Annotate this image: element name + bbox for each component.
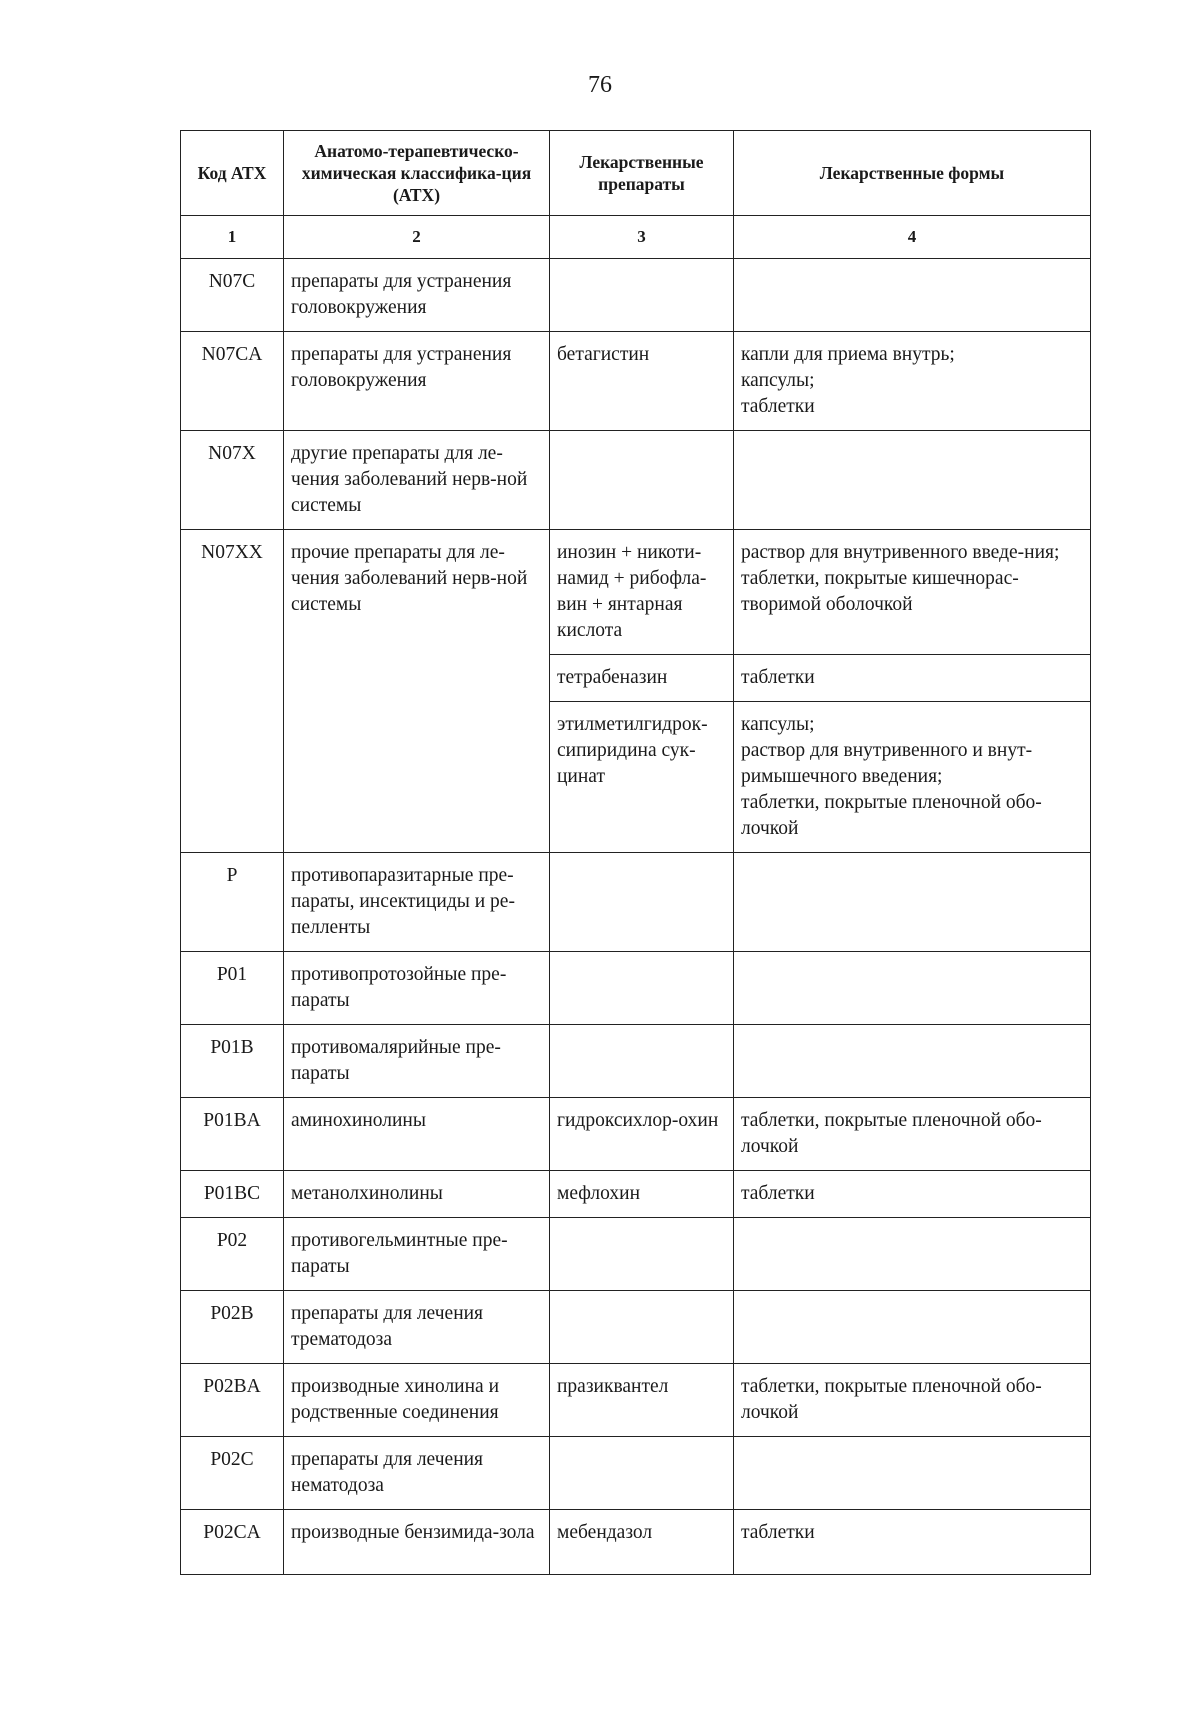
atc-name: прочие препараты для ле-чения заболеваний нерв-ной системы <box>284 530 550 853</box>
dosage-forms: таблетки <box>734 1171 1091 1218</box>
column-number: 2 <box>284 216 550 259</box>
column-number: 4 <box>734 216 1091 259</box>
dosage-forms: раствор для внутривенного введе-ния; таблетки, покрытые кишечнорас-творимой оболочкой <box>734 530 1091 655</box>
table-row <box>181 1364 1091 1437</box>
table-row <box>181 1171 1091 1218</box>
drug-name <box>550 1218 734 1291</box>
drug-name: мефлохин <box>550 1171 734 1218</box>
drug-name: тетрабеназин <box>550 655 734 702</box>
header-row <box>181 131 1091 216</box>
dosage-forms <box>734 431 1091 530</box>
atc-name: противопаразитарные пре-параты, инсектициды и ре-пелленты <box>284 853 550 952</box>
drug-name <box>550 1437 734 1510</box>
drug-name: этилметилгидрок-сипиридина сук-цинат <box>550 702 734 853</box>
atc-name: противогельминтные пре-параты <box>284 1218 550 1291</box>
atc-name: производные хинолина и родственные соединения <box>284 1364 550 1437</box>
atc-code: P01BC <box>181 1171 284 1218</box>
atc-code: P <box>181 853 284 952</box>
atc-code: N07CA <box>181 332 284 431</box>
atc-code: P02 <box>181 1218 284 1291</box>
atc-table <box>180 130 1091 1575</box>
atc-name: препараты для лечения нематодоза <box>284 1437 550 1510</box>
page-number: 76 <box>588 72 612 98</box>
header-forms: Лекарственные формы <box>734 131 1091 216</box>
dosage-forms: капсулы; раствор для внутривенного и внут-римышечного введения; таблетки, покрытые пленочной обо-лочкой <box>734 702 1091 853</box>
table-row <box>181 1291 1091 1364</box>
dosage-forms: таблетки <box>734 655 1091 702</box>
atc-name: противомалярийные пре-параты <box>284 1025 550 1098</box>
atc-code: N07X <box>181 431 284 530</box>
table-row <box>181 530 1091 655</box>
dosage-forms <box>734 259 1091 332</box>
header-drugs: Лекарственные препараты <box>550 131 734 216</box>
atc-code: N07C <box>181 259 284 332</box>
drug-name: гидроксихлор-охин <box>550 1098 734 1171</box>
table-row <box>181 259 1091 332</box>
atc-name: другие препараты для ле-чения заболеваний нерв-ной системы <box>284 431 550 530</box>
atc-code: N07XX <box>181 530 284 853</box>
dosage-forms <box>734 1437 1091 1510</box>
atc-code: P02B <box>181 1291 284 1364</box>
drug-name <box>550 1025 734 1098</box>
atc-name: препараты для лечения трематодоза <box>284 1291 550 1364</box>
column-number: 3 <box>550 216 734 259</box>
drug-name <box>550 952 734 1025</box>
atc-code: P02C <box>181 1437 284 1510</box>
table-row <box>181 1025 1091 1098</box>
table-row <box>181 853 1091 952</box>
drug-name <box>550 1291 734 1364</box>
drug-name <box>550 431 734 530</box>
table-body <box>181 259 1091 1575</box>
drug-name <box>550 853 734 952</box>
drug-name: празиквантел <box>550 1364 734 1437</box>
dosage-forms: таблетки, покрытые пленочной обо-лочкой <box>734 1364 1091 1437</box>
atc-code: P01B <box>181 1025 284 1098</box>
dosage-forms <box>734 853 1091 952</box>
atc-name: метанолхинолины <box>284 1171 550 1218</box>
atc-name: препараты для устранения головокружения <box>284 259 550 332</box>
dosage-forms <box>734 1291 1091 1364</box>
atc-code: P02BA <box>181 1364 284 1437</box>
table-row <box>181 1218 1091 1291</box>
atc-code: P02CA <box>181 1510 284 1575</box>
header-code: Код АТХ <box>181 131 284 216</box>
column-number-row <box>181 216 1091 259</box>
dosage-forms: таблетки, покрытые пленочной обо-лочкой <box>734 1098 1091 1171</box>
table-row <box>181 1510 1091 1575</box>
column-number: 1 <box>181 216 284 259</box>
table-row <box>181 1098 1091 1171</box>
header-classification: Анатомо-терапевтическо-химическая классифика-ция (АТХ) <box>284 131 550 216</box>
drug-name: мебендазол <box>550 1510 734 1575</box>
dosage-forms <box>734 1025 1091 1098</box>
dosage-forms <box>734 952 1091 1025</box>
drug-name <box>550 259 734 332</box>
atc-code: P01 <box>181 952 284 1025</box>
table-row <box>181 431 1091 530</box>
dosage-forms <box>734 1218 1091 1291</box>
atc-name: противопротозойные пре-параты <box>284 952 550 1025</box>
drug-name: бетагистин <box>550 332 734 431</box>
atc-name: производные бензимида-зола <box>284 1510 550 1575</box>
table-row <box>181 1437 1091 1510</box>
dosage-forms: таблетки <box>734 1510 1091 1575</box>
atc-name: препараты для устранения головокружения <box>284 332 550 431</box>
table-row <box>181 332 1091 431</box>
drug-name: инозин + никоти-намид + рибофла-вин + янтарная кислота <box>550 530 734 655</box>
atc-name: аминохинолины <box>284 1098 550 1171</box>
atc-code: P01BA <box>181 1098 284 1171</box>
table-row <box>181 952 1091 1025</box>
dosage-forms: капли для приема внутрь; капсулы; таблетки <box>734 332 1091 431</box>
